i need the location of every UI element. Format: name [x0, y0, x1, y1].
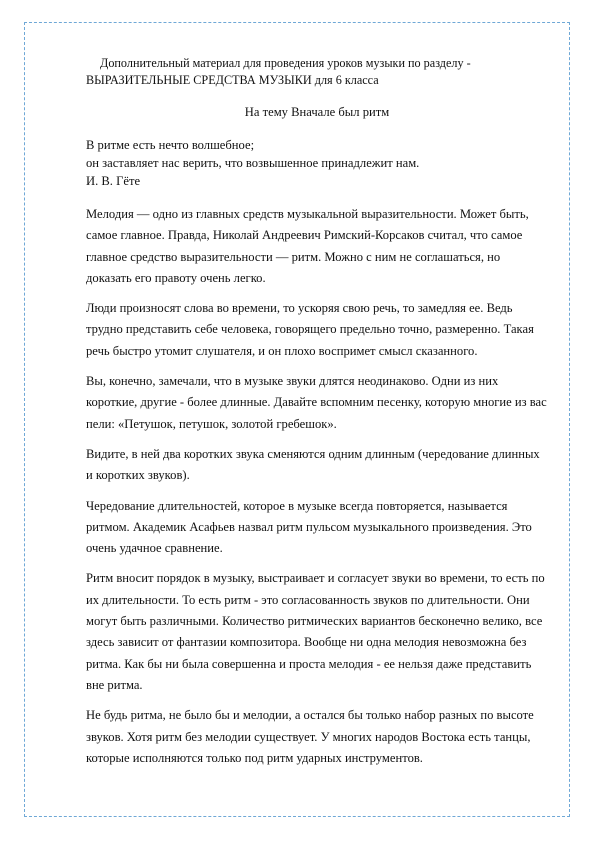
paragraph-2: Люди произносят слова во времени, то ускоряя свою речь, то замедляя ее. Ведь трудно представить себе человека, говорящего предельно точно, размеренно. Такая речь быстро утомит слушателя, и он плохо воспримет смысл сказанного.: [86, 301, 534, 358]
header-line-1: Дополнительный материал для проведения уроков музыки по разделу -: [100, 56, 471, 70]
epigraph-line-1: В ритме есть нечто волшебное;: [86, 138, 255, 152]
paragraph-4: Видите, в ней два коротких звука сменяются одним длинным (чередование длинных и коротких звуков).: [86, 446, 540, 483]
epigraph-line-2: он заставляет нас верить, что возвышенное принадлежит нам.: [86, 156, 420, 170]
paragraph-5: Чередование длительностей, которое в музыке всегда повторяется, называется ритмом. Академик Асафьев назвал ритм пульсом музыкального произведения. Это очень удачное сравнение.: [86, 498, 532, 556]
paragraph-1: Мелодия — одно из главных средств музыкальной выразительности. Может быть, самое главное. Правда, Николай Андреевич Римский-Корсаков считал, что самое главное средство выразительности — ритм. Можно с ним не соглашаться, но доказать его правоту очень легко.: [86, 207, 529, 285]
paragraph-6: Ритм вносит порядок в музыку, выстраивает и согласует звуки во времени, то есть по их длительности. То есть ритм - это согласованность звуков по длительности. Они могут быть различными. Количество ритмических вариантов бесконечно велико, все здесь зависит от фантазии композитора. Вообще ни одна мелодия невозможна без ритма. Как бы ни была совершенна и проста мелодия - ее нельзя даже представить вне ритма.: [86, 571, 545, 692]
paragraph-3: Вы, конечно, замечали, что в музыке звуки длятся неодинаково. Одни из них короткие, другие - более длинные. Давайте вспомним песенку, которую многие из вас пели: «Петушок, петушок, золотой гребешок».: [86, 374, 547, 431]
epigraph: [86, 136, 548, 190]
document-header: [86, 55, 548, 89]
topic-title: На тему Вначале был ритм: [244, 105, 390, 119]
epigraph-author: И. В. Гёте: [86, 174, 141, 188]
header-line-2: ВЫРАЗИТЕЛЬНЫЕ СРЕДСТВА МУЗЫКИ для 6 класса: [86, 73, 379, 87]
paragraph-7: Не будь ритма, не было бы и мелодии, а остался бы только набор разных по высоте звуков. Хотя ритм без мелодии существует. У многих народов Востока есть танцы, которые исполняются только под ритм ударных инструментов.: [86, 708, 534, 765]
document-body: [86, 55, 548, 778]
